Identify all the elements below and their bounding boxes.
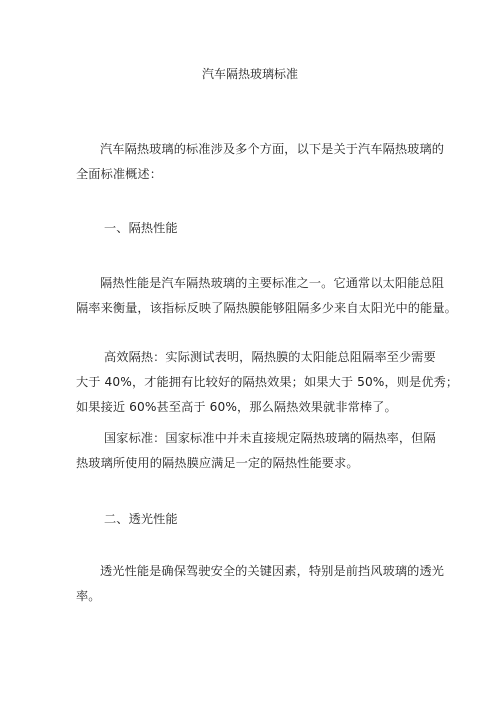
section-heading-light-transmission: 二、透光性能 xyxy=(104,512,178,526)
efficient-insulation-line-3: 如果接近 60%甚至高于 60%，那么隔热效果就非常棒了。 xyxy=(76,400,397,414)
intro-line-1: 汽车隔热玻璃的标准涉及多个方面，以下是关于汽车隔热玻璃的 xyxy=(100,142,445,156)
intro-line-2: 全面标准概述： xyxy=(76,167,163,181)
heat-paragraph-line-1: 隔热性能是汽车隔热玻璃的主要标准之一。它通常以太阳能总阻 xyxy=(100,276,445,290)
section-heading-heat-insulation: 一、隔热性能 xyxy=(104,221,178,235)
efficient-insulation-line-2: 大于 40%，才能拥有比较好的隔热效果；如果大于 50%，则是优秀； xyxy=(76,375,459,389)
document-title: 汽车隔热玻璃标准 xyxy=(201,67,298,81)
national-standard-line-1: 国家标准：国家标准中并未直接规定隔热玻璃的隔热率，但隔 xyxy=(104,431,436,445)
transmission-paragraph-line-2: 率。 xyxy=(76,589,101,603)
national-standard-line-2: 热玻璃所使用的隔热膜应满足一定的隔热性能要求。 xyxy=(76,456,359,470)
transmission-paragraph-line-1: 透光性能是确保驾驶安全的关键因素，特别是前挡风玻璃的透光 xyxy=(100,564,445,578)
efficient-insulation-line-1: 高效隔热：实际测试表明，隔热膜的太阳能总阻隔率至少需要 xyxy=(104,350,436,364)
heat-paragraph-line-2: 隔率来衡量，该指标反映了隔热膜能够阻隔多少来自太阳光中的能量。 xyxy=(76,301,457,315)
